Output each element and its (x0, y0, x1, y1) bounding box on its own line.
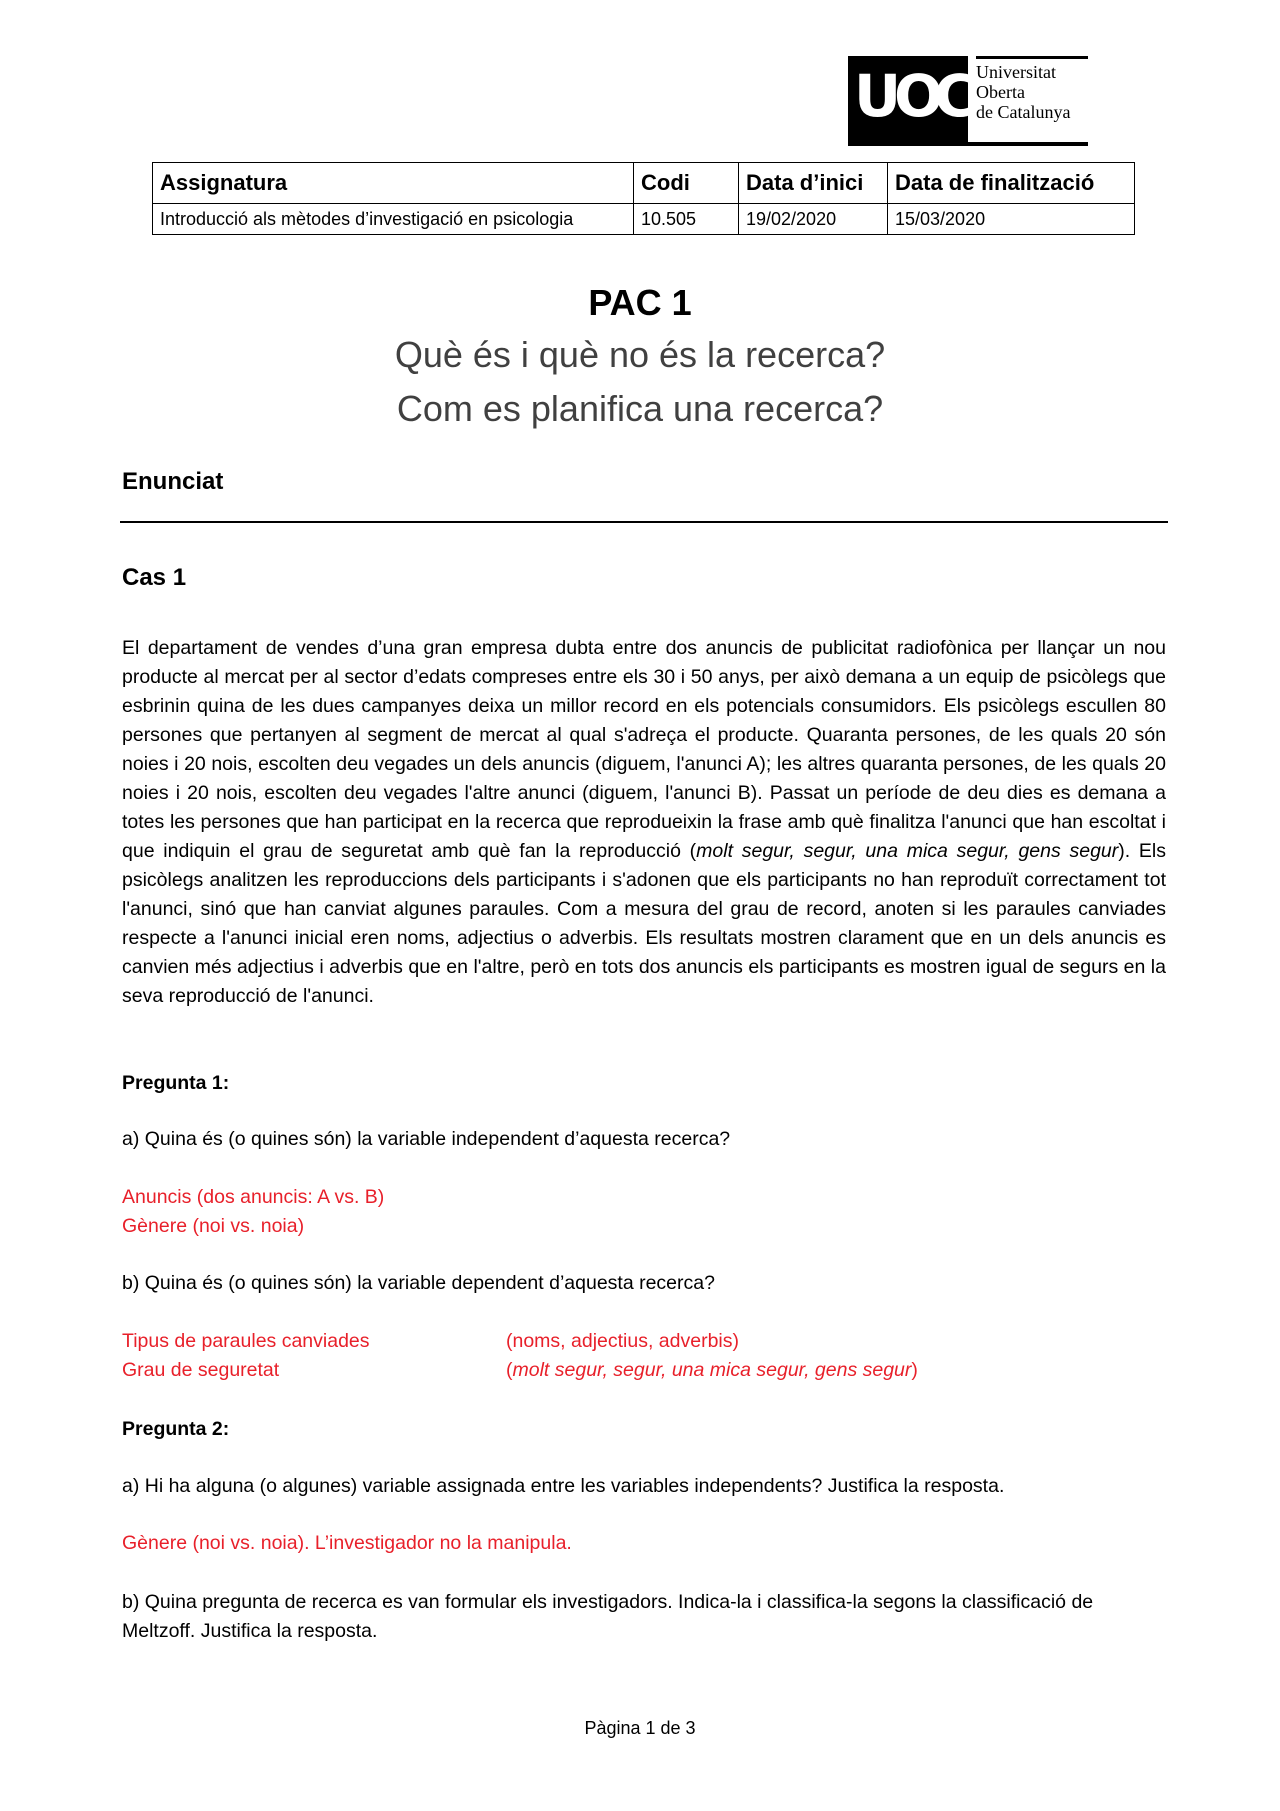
divider (120, 521, 1168, 523)
page-footer: Pàgina 1 de 3 (584, 1718, 696, 1738)
logo-top-bar (976, 56, 1088, 59)
section-heading: Enunciat (122, 468, 224, 495)
uoc-logo (848, 56, 1088, 146)
q1-heading: Pregunta 1: (122, 1072, 230, 1094)
cell-data-finalitzacio: 15/03/2020 (888, 204, 1135, 235)
header-data-finalitzacio: Data de finalització (888, 163, 1135, 204)
header-assignatura: Assignatura (153, 163, 634, 204)
header-data-inici: Data d’inici (739, 163, 888, 204)
case-text-part2: ). Els psicòlegs analitzen les reproduccions dels participants i s'adonen que els participants no han reproduït correctament tot l'anunci, sinó que han canviat algunes paraules. Com a mesura del grau de record, anoten si les paraules canviades respecte a l'anunci inicial eren noms, adjectius o adverbis. Els resultats mostren clarament que en un dels anuncis es canvien més adjectius i adverbis que en l'altre, però en tots dos anuncis els participants es mostren igual de segurs en la seva reproducció de l'anunci. (122, 840, 1166, 1007)
q2-a-answer: Gènere (noi vs. noia). L’investigador no la manipula. (122, 1532, 572, 1554)
case-heading: Cas 1 (122, 564, 187, 591)
logo-text (976, 62, 1070, 122)
subtitle-2: Com es planifica una recerca? (396, 388, 884, 429)
q1-b-answer-2-label: Grau de seguretat (122, 1359, 280, 1381)
logo-line-1: Universitat (976, 62, 1056, 82)
course-info-table (152, 162, 1135, 235)
q2-heading: Pregunta 2: (122, 1418, 230, 1440)
q1-b-answer-2-close: ) (911, 1359, 918, 1381)
table-row (153, 204, 1135, 235)
cell-assignatura: Introducció als mètodes d’investigació en psicologia (153, 204, 634, 235)
table-header-row (153, 163, 1135, 204)
q1-a-answer-1: Anuncis (dos anuncis: A vs. B) (122, 1186, 385, 1208)
q2-b-text: b) Quina pregunta de recerca es van formular els investigadors. Indica-la i classifica-la segons la classificació de Meltzoff. Justifica la resposta. (122, 1591, 1094, 1642)
case-paragraph (122, 634, 1166, 1011)
case-text-italic: molt segur, segur, una mica segur, gens segur (696, 840, 1119, 862)
q1-b-answer-2-open: ( (506, 1359, 513, 1381)
q1-b-answer-1-value: (noms, adjectius, adverbis) (506, 1330, 740, 1352)
uoc-logo-mark: U O C (848, 56, 968, 146)
q1-b-answer-2-value (506, 1359, 918, 1382)
logo-bottom-bar (848, 142, 1088, 146)
cell-data-inici: 19/02/2020 (739, 204, 888, 235)
page-title: PAC 1 (588, 282, 692, 323)
subtitle-1: Què és i què no és la recerca? (394, 334, 886, 375)
q1-b-answer-1-label: Tipus de paraules canviades (122, 1330, 370, 1352)
cell-codi: 10.505 (634, 204, 739, 235)
header-codi: Codi (634, 163, 739, 204)
logo-line-3: de Catalunya (976, 102, 1071, 122)
q1-a-answer-2: Gènere (noi vs. noia) (122, 1215, 305, 1237)
q1-b-text: b) Quina és (o quines són) la variable dependent d’aquesta recerca? (122, 1272, 715, 1294)
logo-line-2: Oberta (976, 82, 1025, 102)
case-text-part1: El departament de vendes d’una gran empresa dubta entre dos anuncis de publicitat radiofònica per llançar un nou producte al mercat per al sector d’edats compreses entre els 30 i 50 anys, per això demana a un equip de psicòlegs que esbrinin quina de les dues campanyes deixa un millor record en els potencials consumidors. Els psicòlegs escullen 80 persones que pertanyen al segment de mercat al qual s'adreça el producte. Quaranta persones, de les quals 20 són noies i 20 nois, escolten deu vegades un dels anuncis (diguem, l'anunci A); les altres quaranta persones, de les quals 20 noies i 20 nois, escolten deu vegades l'altre anunci (diguem, l'anunci B). Passat un període de deu dies es demana a totes les persones que han participat en la recerca que reprodueixin la frase amb què finalitza l'anunci que han escoltat i que indiquin el grau de seguretat amb què fan la reproducció ( (122, 637, 1166, 862)
q1-a-text: a) Quina és (o quines són) la variable independent d’aquesta recerca? (122, 1128, 731, 1150)
q1-b-answer-2-italic: molt segur, segur, una mica segur, gens segur (512, 1359, 912, 1381)
q2-a-text: a) Hi ha alguna (o algunes) variable assignada entre les variables independents? Justifica la resposta. (122, 1475, 1005, 1497)
